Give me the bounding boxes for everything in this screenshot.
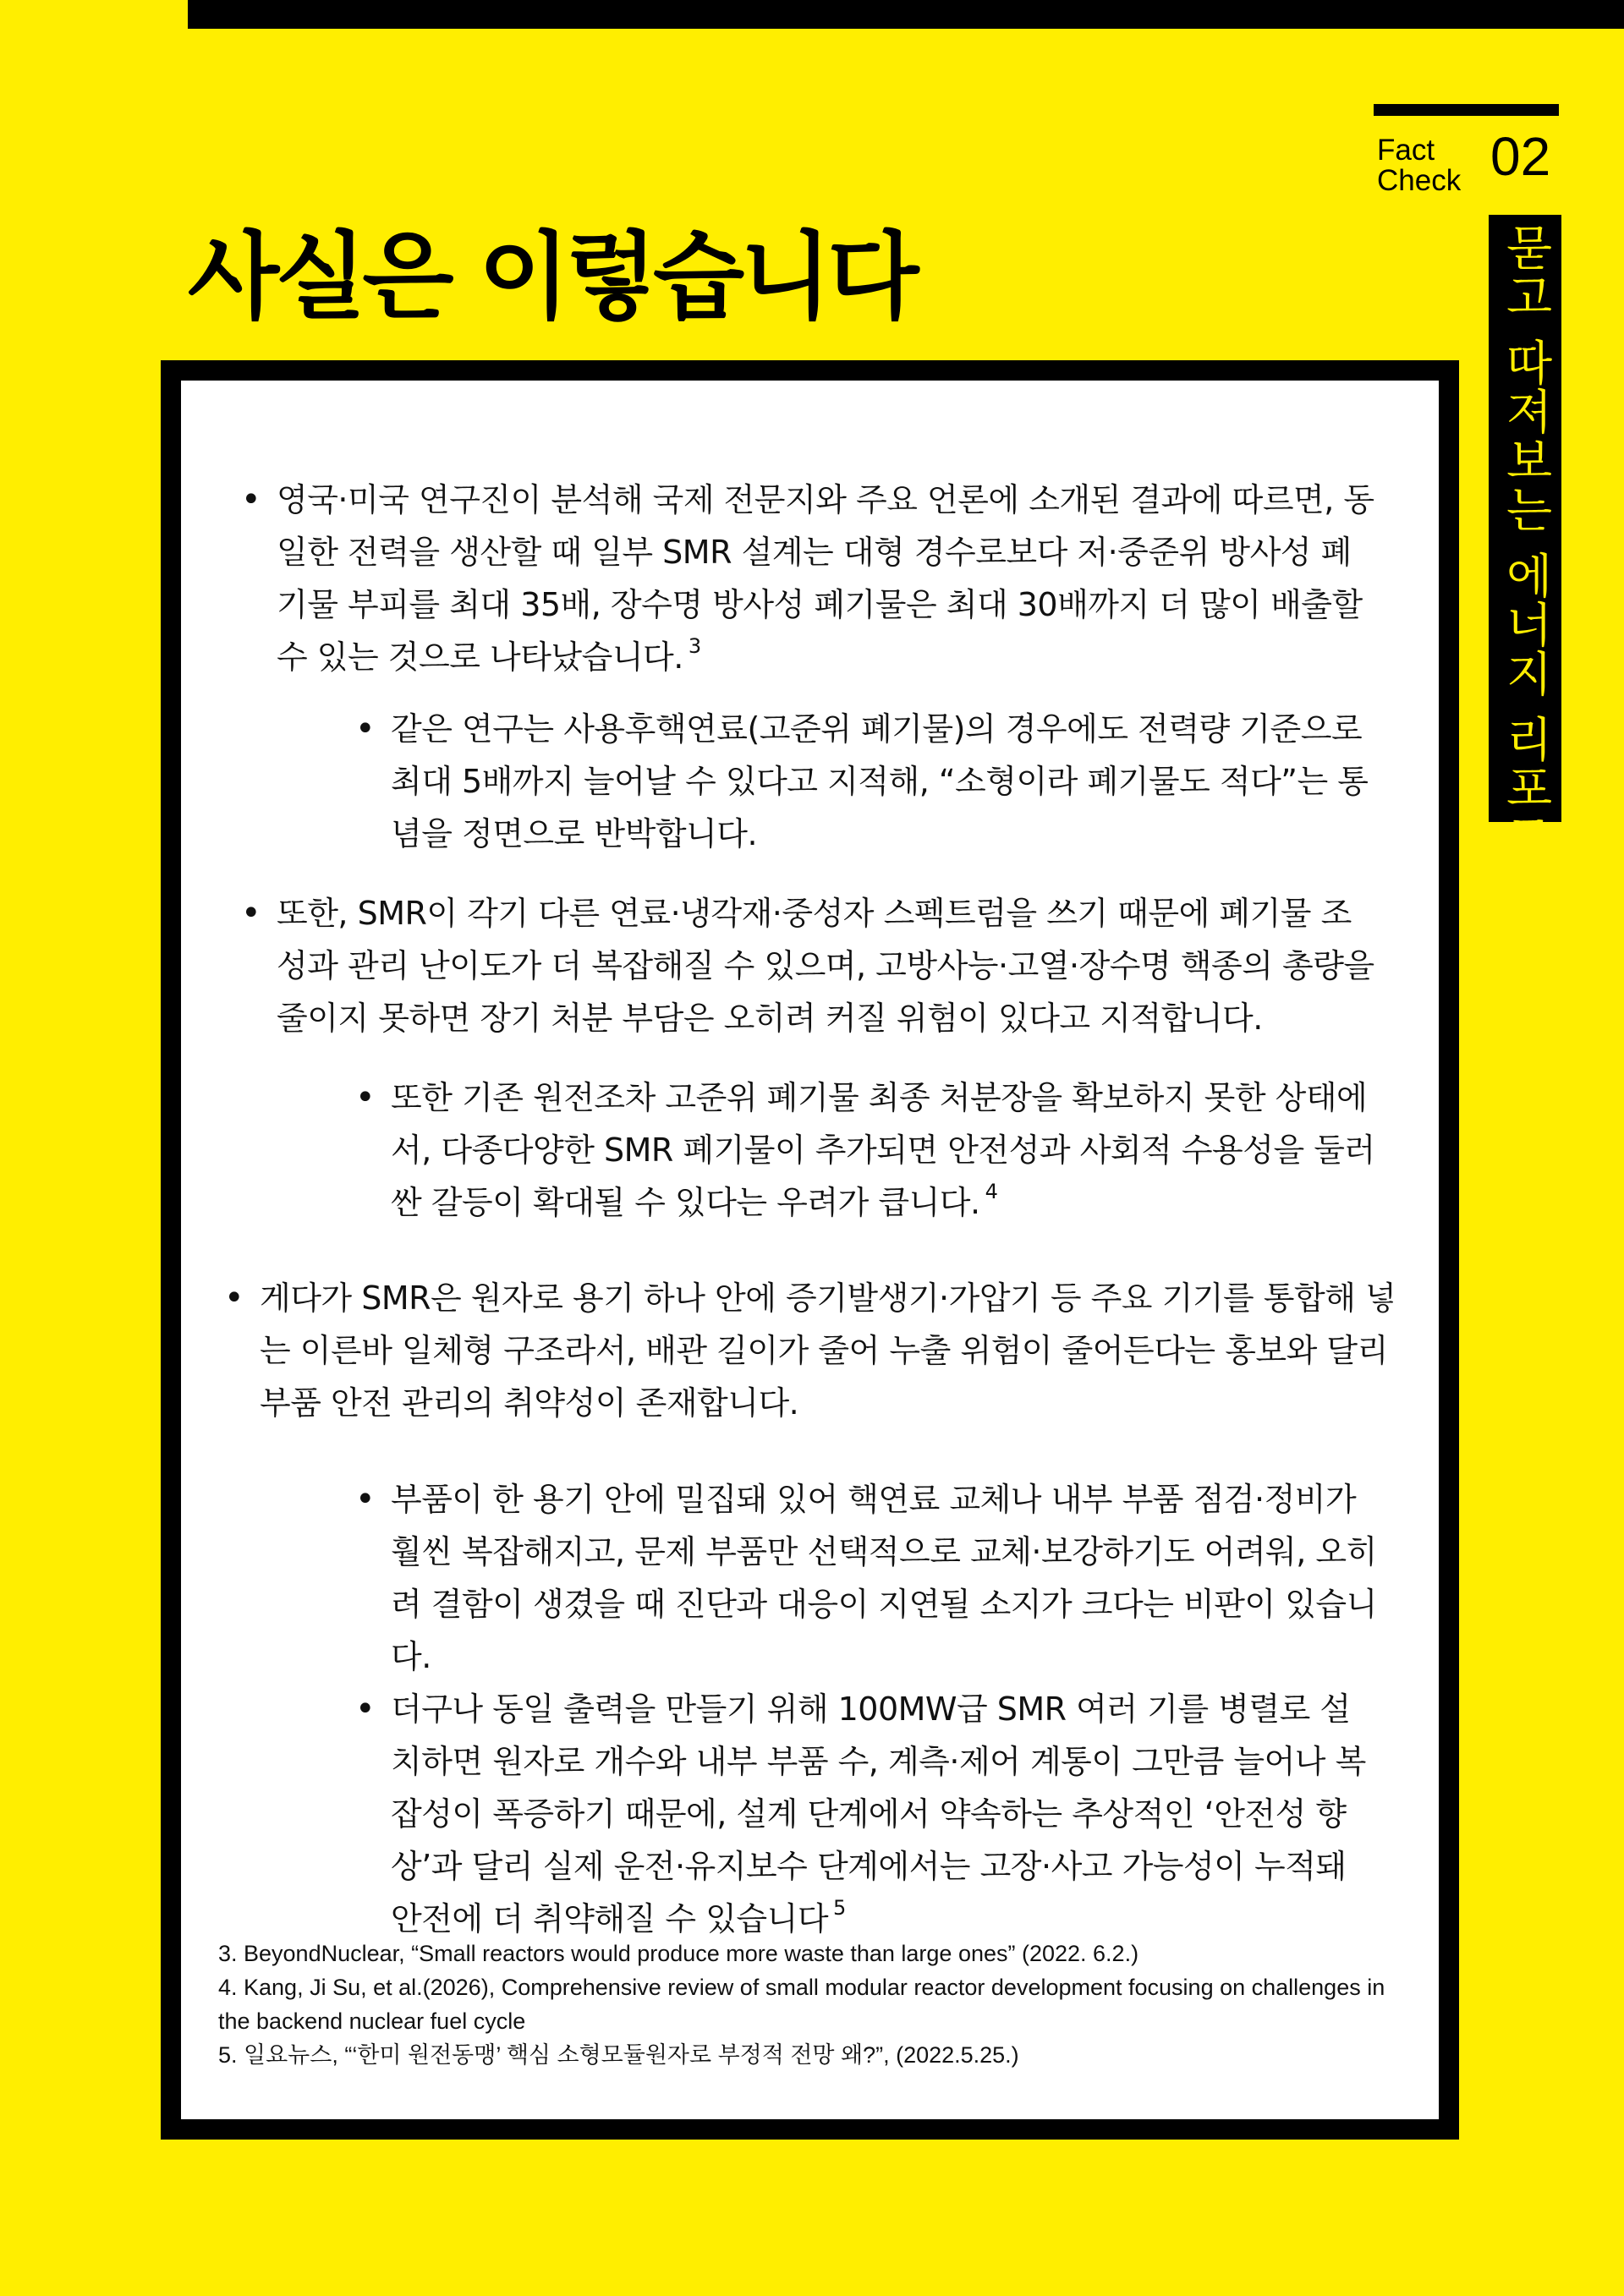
sub-bullet-maintenance	[391, 1473, 1380, 1683]
bullet-waste-volume	[277, 474, 1380, 688]
fact-check-label	[1377, 135, 1461, 196]
content-panel	[181, 381, 1439, 2119]
references	[218, 1937, 1388, 2072]
content-box	[161, 360, 1459, 2140]
bullet-integrated-design	[260, 1272, 1405, 1429]
footnote-ref-5: 5	[833, 1896, 846, 1920]
section-number: 02	[1490, 126, 1551, 187]
sub-bullet-complexity	[391, 1683, 1380, 1949]
top-bar	[188, 0, 1624, 29]
reference-item: 5. 일요뉴스, “‘한미 원전동맹’ 핵심 소형모듈원자로 부정적 전망 왜?”, (2022.5.25.)	[218, 2042, 1019, 2068]
bullet-text: 더구나 동일 출력을 만들기 위해 100MW급 SMR 여러 기를 병렬로 설치하면 원자로 개수와 내부 부품 수, 계측·제어 계통이 그만큼 늘어나 복잡성이 폭증하기 때문에, 설계 단계에서 약속하는 추상적인 ‘안전성 향상’과 달리 실제 운전·유지보수 단계에서는 고장·사고 가능성이 누적돼 안전에 더 취약해질 수 있습니다	[391, 1690, 1366, 1937]
reference-item: 4. Kang, Ji Su, et al.(2026), Comprehensive review of small modular reactor development focusing on challenges in the backend nuclear fuel cycle	[218, 1975, 1385, 2034]
fact-check-rule	[1374, 104, 1559, 116]
footnote-ref-4: 4	[985, 1180, 998, 1203]
bullet-list	[206, 474, 1405, 1949]
bullet-text: 영국·미국 연구진이 분석해 국제 전문지와 주요 언론에 소개된 결과에 따르면, 동일한 전력을 생산할 때 일부 SMR 설계는 대형 경수로보다 저·중준위 방사성 폐기물 부피를 최대 35배, 장수명 방사성 폐기물은 최대 30배까지 더 많이 배출할 수 있는 것으로 나타났습니다.	[277, 481, 1374, 676]
footnote-ref-3: 3	[688, 634, 701, 658]
bullet-text: 또한 기존 원전조차 고준위 폐기물 최종 처분장을 확보하지 못한 상태에서, 다종다양한 SMR 폐기물이 추가되면 안전성과 사회적 수용성을 둘러싼 갈등이 확대될 수 있다는 우려가 큽니다.	[391, 1079, 1375, 1221]
bullet-text: 또한, SMR이 각기 다른 연료·냉각재·중성자 스펙트럼을 쓰기 때문에 폐기물 조성과 관리 난이도가 더 복잡해질 수 있으며, 고방사능·고열·장수명 핵종의 총량을 줄이지 못하면 장기 처분 부담은 오히려 커질 위험이 있다고 지적합니다.	[277, 895, 1374, 1037]
reference-item: 3. BeyondNuclear, “Small reactors would produce more waste than large ones” (2022. 6.2.)	[218, 1941, 1139, 1966]
side-tab: 묻고 따져보는 에너지 리포트	[1489, 215, 1561, 822]
page-title: 사실은 이렇습니다	[188, 222, 915, 332]
fact-check-line1: Fact	[1377, 134, 1435, 167]
fact-check-line2: Check	[1377, 164, 1462, 197]
bullet-text: 같은 연구는 사용후핵연료(고준위 폐기물)의 경우에도 전력량 기준으로 최대 5배까지 늘어날 수 있다고 지적해, “소형이라 폐기물도 적다”는 통념을 정면으로 반박합니다.	[391, 710, 1369, 852]
bullet-text: 게다가 SMR은 원자로 용기 하나 안에 증기발생기·가압기 등 주요 기기를 통합해 넣는 이른바 일체형 구조라서, 배관 길이가 줄어 누출 위험이 줄어든다는 홍보와 달리 부품 안전 관리의 취약성이 존재합니다.	[260, 1280, 1396, 1422]
bullet-text: 부품이 한 용기 안에 밀집돼 있어 핵연료 교체나 내부 부품 점검·정비가 훨씬 복잡해지고, 문제 부품만 선택적으로 교체·보강하기도 어려워, 오히려 결함이 생겼을 때 진단과 대응이 지연될 소지가 크다는 비판이 있습니다.	[391, 1481, 1377, 1675]
sub-bullet-disposal	[391, 1071, 1380, 1233]
sub-bullet-spent-fuel	[391, 703, 1380, 860]
bullet-waste-complexity	[277, 887, 1380, 1044]
